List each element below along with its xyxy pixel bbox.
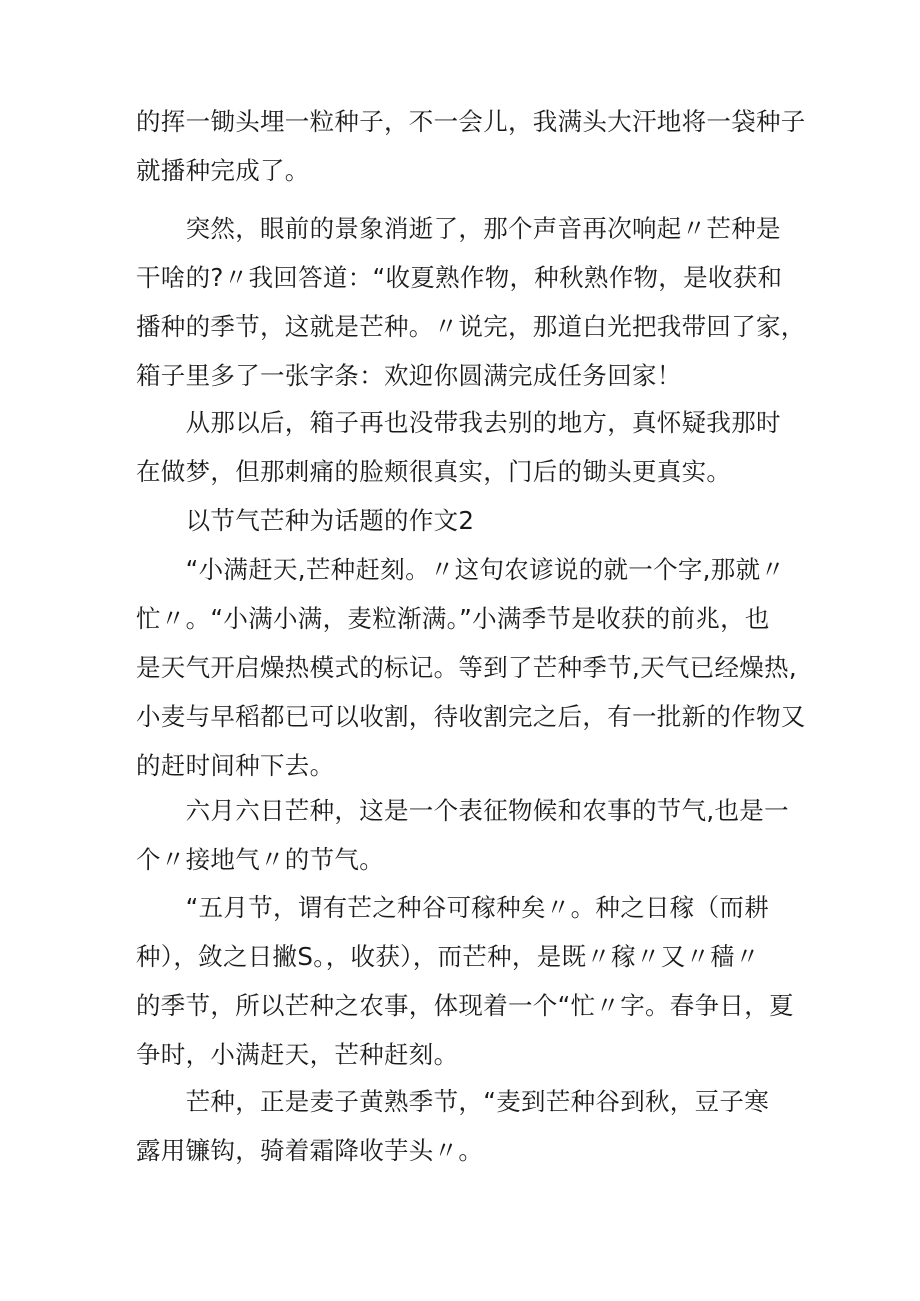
text-line: 小麦与早稻都已可以收割，待收割完之后，有一批新的作物又 — [136, 702, 806, 731]
text-line: 六月六日芒种，这是一个表征物候和农事的节气,也是一 — [136, 796, 789, 825]
text-line: 忙〃。“小满小满，麦粒渐满。”小满季节是收获的前兆，也 — [136, 604, 770, 633]
paragraph — [136, 1077, 796, 1175]
text-line: 播种的季节，这就是芒种。〃说完，那道白光把我带回了家， — [136, 312, 806, 341]
text-line: “五月节，谓有芒之种谷可稼种矣〃。种之日稼（而耕 — [136, 893, 769, 922]
paragraph-continuation — [136, 97, 806, 195]
text-line: 就播种完成了。 — [136, 156, 310, 185]
paragraph — [136, 545, 806, 790]
text-line: 干啥的?〃我回答道：“收夏熟作物，种秋熟作物，是收获和 — [136, 263, 783, 292]
paragraph — [136, 786, 796, 884]
text-line: “小满赶天,芒种赶刻。〃这句农谚说的就一个字,那就〃 — [136, 555, 786, 584]
text-line: 突然，眼前的景象消逝了，那个声音再次响起〃芒种是 — [136, 214, 781, 243]
text-line: 芒种，正是麦子黄熟季节，“麦到芒种谷到秋，豆子寒 — [136, 1087, 769, 1116]
text-line: 个〃接地气〃的节气。 — [136, 845, 384, 874]
text-line: 的季节，所以芒种之农事，体现着一个“忙〃字。春争日，夏 — [136, 991, 794, 1020]
text-line: 露用镰钩，骑着霜降收芋头〃。 — [136, 1136, 484, 1165]
text-line: 的挥一锄头埋一粒种子，不一会儿，我满头大汗地将一袋种子 — [136, 107, 806, 136]
text-line: 种），敛之日撇S。，收获），而芒种，是既〃稼〃又〃穑〃 — [136, 942, 760, 971]
text-line: 在做梦，但那刺痛的脸颊很真实，门后的锄头更真实。 — [136, 457, 732, 486]
section-heading — [136, 496, 796, 545]
text-line: 的赶时间种下去。 — [136, 751, 335, 780]
paragraph — [136, 398, 796, 496]
heading-line: 以节气芒种为话题的作文2 — [136, 506, 475, 535]
paragraph — [136, 883, 796, 1079]
text-line: 是天气开启燥热模式的标记。等到了芒种季节,天气已经燥热, — [136, 653, 797, 682]
text-line: 箱子里多了一张字条：欢迎你圆满完成任务回家！ — [136, 361, 682, 390]
paragraph — [136, 204, 806, 400]
text-line: 争时，小满赶天，芒种赶刻。 — [136, 1040, 459, 1069]
text-line: 从那以后，箱子再也没带我去别的地方，真怀疑我那时 — [136, 408, 781, 437]
